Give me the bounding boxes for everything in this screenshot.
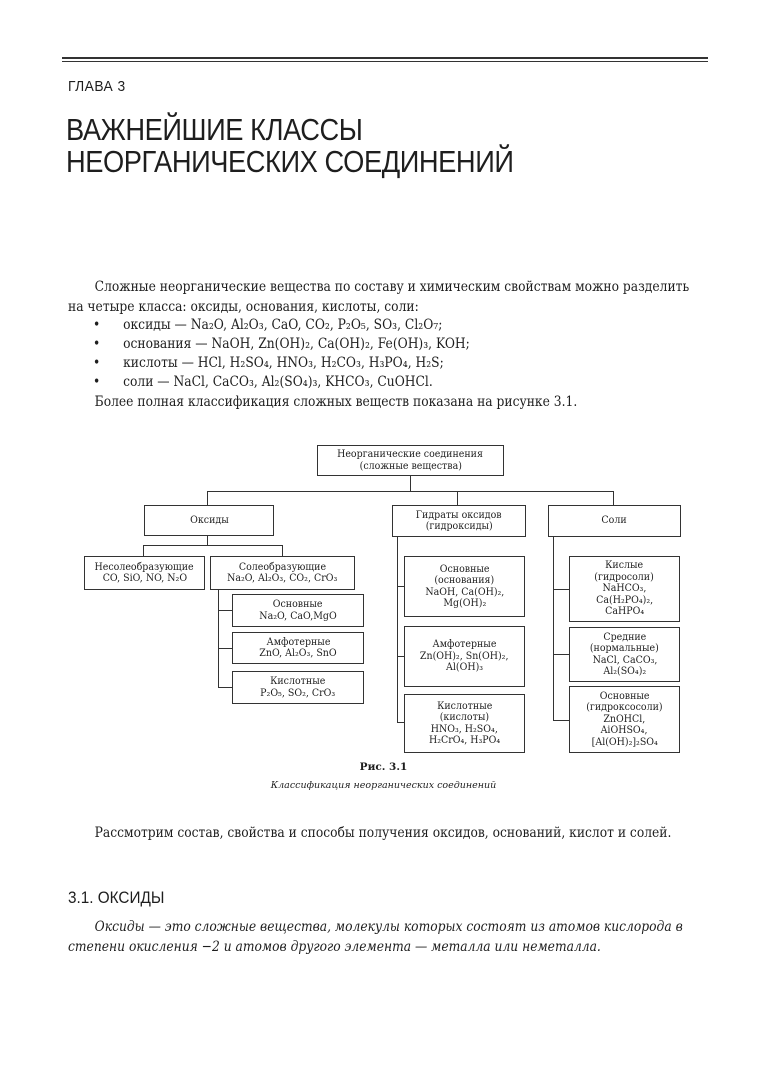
connector <box>553 720 569 721</box>
class-list <box>93 316 470 392</box>
node-acids: Кислотные (кислоты) HNO₃, H₂SO₄, H₂CrO₄, H₃PO₄ <box>404 694 525 753</box>
connector <box>457 491 458 505</box>
connector <box>218 610 232 611</box>
node-acid-salts: Кислые (гидросоли) NaHCO₃, Ca(H₂PO₄)₂, CaHPO₄ <box>569 556 680 622</box>
chapter-title-line2: НЕОРГАНИЧЕСКИХ СОЕДИНЕНИЙ <box>66 144 514 179</box>
connector <box>143 545 144 556</box>
connector <box>207 491 614 492</box>
chapter-title <box>66 114 514 178</box>
connector <box>207 491 208 505</box>
node-basic-salts: Основные (гидроксосоли) ZnOHCl, AiOHSO₄, [Al(OH)₂]₂SO₄ <box>569 686 680 753</box>
node-inorganic-compounds: Неорганические соединения (сложные вещества) <box>317 445 504 476</box>
connector <box>553 654 569 655</box>
connector <box>207 535 208 545</box>
node-amphoteric-hydroxides: Амфотерные Zn(OH)₂, Sn(OH)₂, Al(OH)₃ <box>404 626 525 687</box>
node-basic-oxides: Основные Na₂O, CaO,MgO <box>232 594 364 627</box>
figure-number: Рис. 3.1 <box>359 761 408 773</box>
body-paragraph: Рассмотрим состав, свойства и способы получения оксидов, оснований, кислот и солей. <box>94 825 672 841</box>
node-hydroxides: Гидраты оксидов (гидроксиды) <box>392 505 526 537</box>
chapter-title-line1: ВАЖНЕЙШИЕ КЛАССЫ <box>66 112 363 147</box>
header-rule-top <box>62 57 708 59</box>
node-oxides: Оксиды <box>144 505 274 536</box>
connector <box>218 648 232 649</box>
node-bases: Основные (основания) NaOH, Ca(OH)₂, Mg(OH)₂ <box>404 556 525 617</box>
node-normal-salts: Средние (нормальные) NaCl, CaCO₃, Al₂(SO₄)₂ <box>569 627 680 682</box>
list-item-acids: • кислоты — HCl, H₂SO₄, HNO₃, H₂CO₃, H₃PO₄, H₂S; <box>93 355 444 371</box>
connector <box>397 656 404 657</box>
node-non-salt-forming-oxides: Несолеобразующие CO, SiO, NO, N₂O <box>84 556 205 590</box>
connector <box>613 491 614 505</box>
list-item-bases: • основания — NaOH, Zn(OH)₂, Ca(OH)₂, Fe(OH)₃, KOH; <box>93 336 470 352</box>
header-rule-bottom <box>62 61 708 62</box>
node-amphoteric-oxides: Амфотерные ZnO, Al₂O₃, SnO <box>232 632 364 664</box>
connector <box>143 545 283 546</box>
list-item-salts: • соли — NaCl, CaCO₃, Al₂(SO₄)₃, KHCO₃, CuOHCl. <box>93 374 433 390</box>
connector <box>553 536 554 720</box>
node-acidic-oxides: Кислотные P₂O₅, SO₂, CrO₃ <box>232 671 364 704</box>
figure-reference-text: Более полная классификация сложных веществ показана на рисунке 3.1. <box>94 394 578 410</box>
node-salt-forming-oxides: Солеобразующие Na₂O, Al₂O₃, CO₂, CrO₃ <box>210 556 355 590</box>
list-item-oxides: • оксиды — Na₂O, Al₂O₃, CaO, CO₂, P₂O₅, SO₃, Cl₂O₇; <box>93 317 443 333</box>
connector <box>218 687 232 688</box>
connector <box>397 586 404 587</box>
section-heading: 3.1. ОКСИДЫ <box>68 888 165 907</box>
connector <box>282 545 283 556</box>
figure-caption: Классификация неорганических соединений <box>270 780 497 791</box>
connector <box>397 536 398 722</box>
connector <box>218 589 219 687</box>
intro-paragraph: Сложные неорганические вещества по составу и химическим свойствам можно разделить на четыре класса: оксиды, основания, кислоты, соли: <box>68 279 690 315</box>
connector <box>553 589 569 590</box>
chapter-label: ГЛАВА 3 <box>68 78 126 95</box>
oxide-definition: Оксиды — это сложные вещества, молекулы которых состоят из атомов кислорода в степени окисления −2 и атомов другого элемента — металла или неметалла. <box>68 919 683 955</box>
connector <box>410 475 411 491</box>
connector <box>397 722 404 723</box>
node-salts: Соли <box>548 505 681 537</box>
